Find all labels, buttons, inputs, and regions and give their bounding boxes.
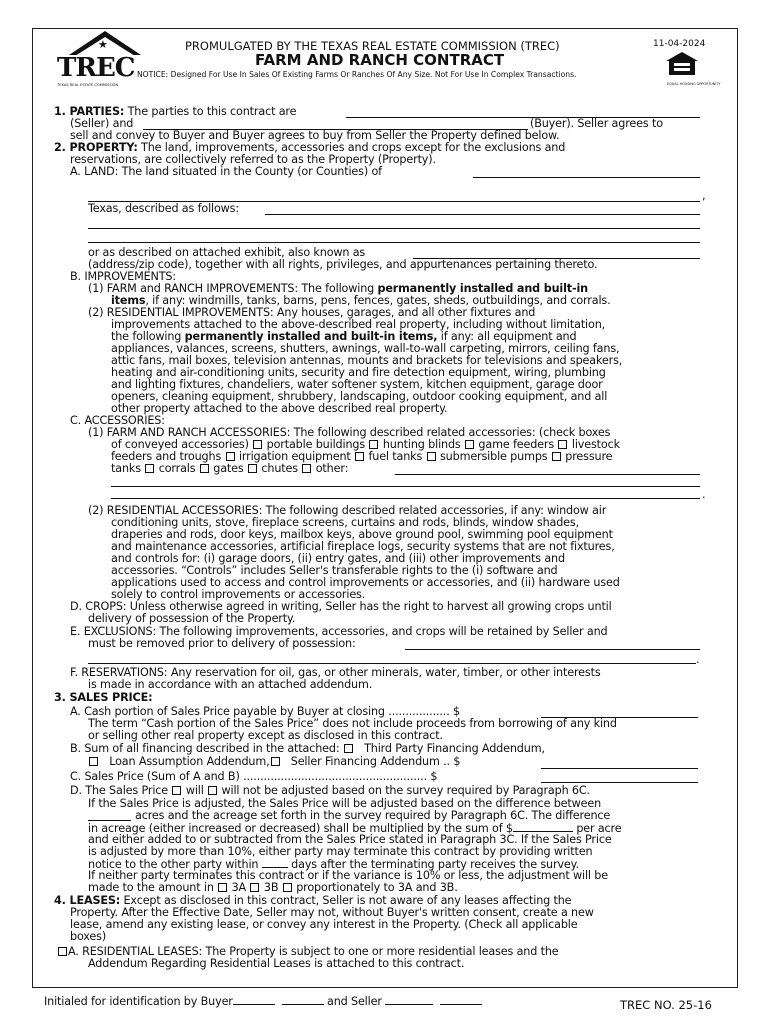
res-improvements-1: (2) RESIDENTIAL IMPROVEMENTS: Any houses, garages, and all other fixtures and: [88, 306, 536, 319]
p2-line2: reservations, are collectively referred to as the Property (Property).: [70, 153, 436, 166]
description-field-3[interactable]: [88, 242, 700, 243]
res-accessories-7: applications used to access and control improvements or accessories, and (ii) hardware used: [111, 576, 620, 589]
farm-improvements: (1) FARM and RANCH IMPROVEMENTS: The following permanently installed and built-in: [88, 282, 588, 295]
checkbox-gates[interactable]: [200, 464, 209, 473]
exclusions-field-2[interactable]: [88, 663, 696, 664]
farm-accessories-3: feeders and troughs irrigation equipment fuel tanks submersible pumps pressure: [111, 450, 613, 463]
checkbox-irrigation[interactable]: [226, 452, 235, 461]
farm-accessories-4: tanks corrals gates chutes other:: [111, 462, 349, 475]
improvements-heading: B. IMPROVEMENTS:: [70, 270, 176, 283]
farm-improvements-2: items, if any: windmills, tanks, barns, pens, fences, gates, sheds, outbuildings, and corrals.: [111, 294, 611, 307]
farm-accessories-2: of conveyed accessories) portable buildings hunting blinds game feeders livestock: [111, 438, 620, 451]
crops-2: delivery of possession of the Property.: [88, 612, 296, 625]
leases-a: A. RESIDENTIAL LEASES: The Property is subject to one or more residential leases and the: [57, 946, 559, 958]
sales-d-4: in acreage (either increased or decreased) shall be multiplied by the sum of $ per acre: [88, 822, 622, 835]
res-improvements-7: and lighting fixtures, chandeliers, water softener system, kitchen equipment, garage door: [111, 378, 603, 391]
res-accessories-8: solely to control improvements or accessories.: [111, 588, 366, 601]
star-icon: ★: [98, 38, 108, 51]
sales-c: C. Sales Price (Sum of A and B) ...................................................... $: [70, 770, 438, 783]
accessories-line-3[interactable]: [111, 498, 700, 499]
res-accessories-5: and controls for: (i) garage doors, (ii) entry gates, and (iii) other improvements and: [111, 552, 565, 565]
logo-text: TREC: [57, 53, 135, 83]
equal-housing-icon: [665, 51, 699, 81]
sales-price-field[interactable]: [541, 782, 698, 783]
checkbox-submersible-pumps[interactable]: [427, 452, 436, 461]
seller-initial-2[interactable]: [440, 995, 482, 1005]
exclusions-1: E. EXCLUSIONS: The following improvements, accessories, and crops will be retained by Seller and: [70, 625, 608, 638]
form-number: TREC NO. 25-16: [620, 998, 712, 1012]
sales-d: D. The Sales Price will will not be adjusted based on the survey required by Paragraph 6C.: [70, 784, 590, 797]
checkbox-other[interactable]: [302, 464, 311, 473]
initialed-line: Initialed for identification by Buyer and Seller: [44, 995, 482, 1008]
days-field[interactable]: [262, 858, 288, 868]
county-field[interactable]: [473, 177, 700, 178]
sales-b: B. Sum of all financing described in the attached: Third Party Financing Addendum,: [70, 742, 545, 755]
checkbox-seller-financing[interactable]: [271, 757, 280, 766]
form-page: [32, 28, 738, 988]
leases-a-2: Addendum Regarding Residential Leases is attached to this contract.: [88, 957, 465, 970]
p1-line1: 1. PARTIES: The parties to this contract are: [54, 105, 297, 118]
accessories-heading: C. ACCESSORIES:: [70, 414, 165, 427]
sales-a-2: The term “Cash portion of the Sales Price” does not include proceeds from borrowing of any kind: [88, 717, 617, 730]
sales-a-3: or selling other real property except as disclosed in this contract.: [88, 729, 443, 742]
res-improvements-2: improvements attached to the above-described real property, including without limitation,: [111, 318, 606, 331]
reservations-2: is made in accordance with an attached addendum.: [88, 678, 373, 691]
res-improvements-3: the following permanently installed and built-in items, if any: all equipment and: [111, 330, 577, 343]
res-improvements-4: appliances, valances, screens, shutters, awnings, wall-to-wall carpeting, mirrors, ceiling fans,: [111, 342, 620, 355]
trec-logo: [47, 29, 137, 89]
res-improvements-6: heating and air-conditioning units, security and fire detection equipment, wiring, plumbing: [111, 366, 606, 379]
sales-d-2: If the Sales Price is adjusted, the Sales Price will be adjusted based on the difference between: [88, 797, 602, 810]
description-field-1[interactable]: [265, 214, 700, 215]
res-accessories-2: conditioning units, stove, fireplace screens, curtains and rods, blinds, window shades,: [111, 516, 580, 529]
eho-label: EQUAL HOUSING OPPORTUNITY: [667, 82, 721, 86]
sales-d-5: and either added to or subtracted from the Sales Price stated in Paragraph 3C. If the Sales Price: [88, 833, 612, 846]
sales-d-7: notice to the other party within days after the terminating party receives the survey.: [88, 858, 579, 871]
checkbox-pressure[interactable]: [552, 452, 561, 461]
p1-line3: sell and convey to Buyer and Buyer agrees to buy from Seller the Property defined below.: [70, 129, 560, 142]
notice-line: NOTICE: Designed For Use In Sales Of Existing Farms Or Ranches Of Any Size. Not For Use In Complex Transactions.: [137, 70, 577, 79]
leases-2: Property. After the Effective Date, Seller may not, without Buyer's written consent, create a new: [70, 906, 594, 919]
also-known-as: or as described on attached exhibit, also known as: [88, 246, 366, 259]
checkbox-game-feeders[interactable]: [465, 440, 474, 449]
form-date: 11-04-2024: [653, 39, 706, 49]
p1-line2a: (Seller) and: [70, 117, 134, 130]
checkbox-loan-assumption[interactable]: [89, 757, 98, 766]
res-accessories-3: draperies and rods, door keys, mailbox keys, above ground pool, swimming pool equipment: [111, 528, 613, 541]
farm-accessories-1: (1) FARM AND RANCH ACCESSORIES: The following described related accessories: (check boxes: [88, 426, 611, 439]
sales-b-2: Loan Assumption Addendum, Seller Financing Addendum .. $: [88, 756, 460, 768]
other-accessories-field[interactable]: [395, 474, 700, 475]
sales-a: A. Cash portion of Sales Price payable by Buyer at closing .................. $: [70, 705, 460, 718]
per-acre-field[interactable]: [513, 822, 573, 832]
sales-price-heading: 3. SALES PRICE:: [54, 691, 153, 704]
promulgated-line: PROMULGATED BY THE TEXAS REAL ESTATE COMMISSION (TREC): [185, 39, 560, 53]
checkbox-proportionately[interactable]: [283, 883, 292, 892]
exclusions-field-1[interactable]: [405, 649, 700, 650]
leases-4: boxes): [70, 930, 107, 943]
buyer-initial-1[interactable]: [233, 995, 275, 1005]
p2-line1: 2. PROPERTY: The land, improvements, accessories and crops except for the exclusions and: [54, 141, 566, 154]
checkbox-hunting-blinds[interactable]: [369, 440, 378, 449]
res-accessories-4: and maintenance accessories, artificial fireplace logs, security systems that are not fixtures,: [111, 540, 615, 553]
checkbox-will[interactable]: [172, 786, 181, 795]
res-accessories-1: (2) RESIDENTIAL ACCESSORIES: The following described related accessories, if any: window air: [88, 504, 607, 517]
leases-3: lease, amend any existing lease, or convey any interest in the Property. (Check all applicable: [70, 918, 578, 931]
address-zip: (address/zip code), together with all rights, privileges, and appurtenances pertaining thereto.: [88, 258, 598, 271]
sales-d-9: made to the amount in 3A 3B proportionately to 3A and 3B.: [88, 881, 458, 894]
checkbox-chutes[interactable]: [248, 464, 257, 473]
sales-d-6: is adjusted by more than 10%, either party may terminate this contract by providing written: [88, 845, 593, 858]
seller-initial-1[interactable]: [385, 995, 433, 1005]
sales-d-3: acres and the acreage set forth in the survey required by Paragraph 6C. The difference: [135, 809, 611, 822]
period-1: .: [702, 488, 706, 501]
buyer-initial-2[interactable]: [282, 995, 324, 1005]
checkbox-third-party[interactable]: [344, 744, 353, 753]
period-2: .: [696, 653, 700, 666]
res-improvements-5: attic fans, mail boxes, television antennas, mounts and brackets for televisions and speakers,: [111, 354, 623, 367]
description-field-2[interactable]: [88, 228, 700, 229]
leases-1: 4. LEASES: Except as disclosed in this contract, Seller is not aware of any leases affecting the: [54, 894, 572, 907]
checkbox-livestock[interactable]: [558, 440, 567, 449]
checkbox-3a[interactable]: [218, 883, 227, 892]
comma: ,: [702, 189, 706, 202]
form-title: FARM AND RANCH CONTRACT: [255, 51, 505, 69]
res-improvements-8: openers, cleaning equipment, shrubbery, landscaping, outdoor cooking equipment, and all: [111, 390, 608, 403]
checkbox-residential-leases[interactable]: [58, 947, 67, 956]
checkbox-will-not[interactable]: [208, 786, 217, 795]
acres-field[interactable]: [88, 820, 131, 821]
checkbox-corrals[interactable]: [145, 464, 154, 473]
res-improvements-9: other property attached to the above described real property.: [111, 402, 448, 415]
logo-subtitle: TEXAS REAL ESTATE COMMISSION: [57, 83, 119, 87]
sales-d-8: If neither party terminates this contract or if the variance is 10% or less, the adjustment will be: [88, 869, 608, 882]
checkbox-3b[interactable]: [250, 883, 259, 892]
p2a-land: A. LAND: The land situated in the County (or Counties) of: [70, 165, 382, 178]
exclusions-2: must be removed prior to delivery of possession:: [88, 637, 356, 650]
reservations-1: F. RESERVATIONS: Any reservation for oil, gas, or other minerals, water, timber, or other interests: [70, 666, 601, 679]
financing-field[interactable]: [541, 768, 698, 769]
crops-1: D. CROPS: Unless otherwise agreed in writing, Seller has the right to harvest all growing crops until: [70, 600, 612, 613]
res-accessories-6: accessories. “Controls” includes Seller's transferable rights to the (i) software and: [111, 564, 558, 577]
accessories-line-2[interactable]: [111, 486, 700, 487]
p1-line2b: (Buyer). Seller agrees to: [530, 117, 663, 130]
checkbox-fuel-tanks[interactable]: [355, 452, 364, 461]
texas-described: Texas, described as follows:: [88, 202, 239, 215]
checkbox-portable-buildings[interactable]: [253, 440, 262, 449]
